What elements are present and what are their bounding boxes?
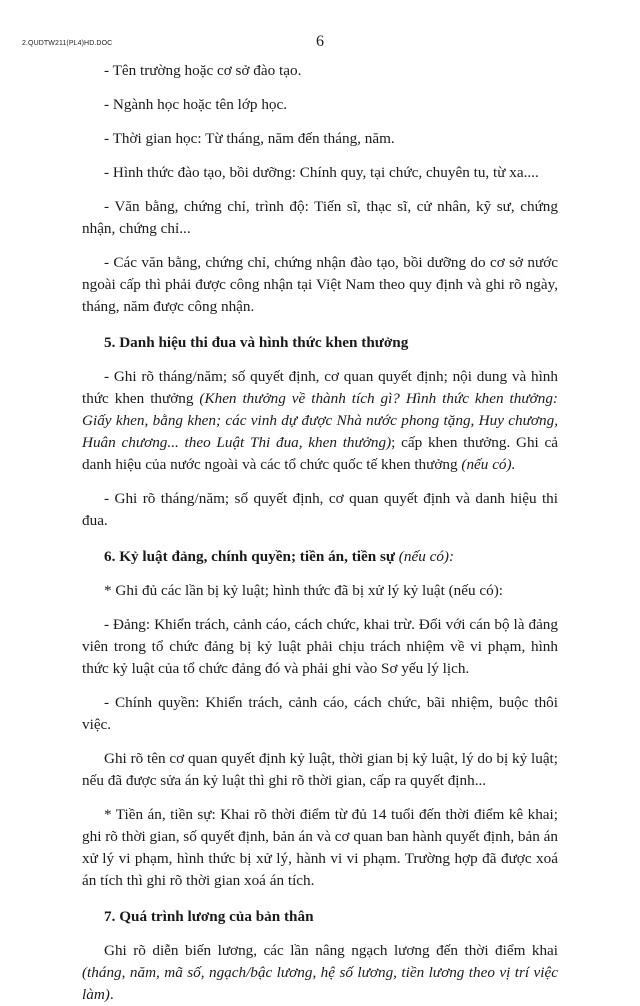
section-7-heading: 7. Quá trình lương của bản thân <box>104 908 314 925</box>
heading-note: (nếu có): <box>398 548 455 565</box>
section-5-heading: 5. Danh hiệu thi đua và hình thức khen thưởng <box>104 334 409 351</box>
text-run: Ghi rõ diễn biến lương, các lần nâng ngạch lương đến thời điểm khai <box>104 942 558 959</box>
list-item-degree: - Văn bằng, chứng chỉ, trình độ: Tiến sĩ, thạc sĩ, cử nhân, kỹ sư, chứng nhận, chứng chỉ... <box>82 198 558 237</box>
list-item-training-form: - Hình thức đào tạo, bồi dưỡng: Chính quy, tại chức, chuyên tu, từ xa.... <box>104 164 539 181</box>
list-item-school: - Tên trường hoặc cơ sở đào tạo. <box>104 62 302 79</box>
section-6-paragraph-1: * Ghi đủ các lần bị kỷ luật; hình thức đã bị xử lý kỷ luật (nếu có): <box>104 582 504 599</box>
page-number: 6 <box>316 33 324 50</box>
list-item-major: - Ngành học hoặc tên lớp học. <box>104 96 288 113</box>
text-run: . <box>109 986 114 1003</box>
section-5-paragraph-2: - Ghi rõ tháng/năm; số quyết định, cơ quan quyết định và danh hiệu thi đua. <box>82 490 558 529</box>
section-6-paragraph-5: * Tiền án, tiền sự: Khai rõ thời điểm từ đủ 14 tuổi đến thời điểm kê khai; ghi rõ thời gian, số quyết định, bản án và cơ quan ban hành quyết định, bản án xử lý vi phạm, hình thức bị xử lý, hành vi vi phạm. Trường hợp đã được xoá án tích thì ghi rõ thời gian xoá án tích. <box>82 806 558 889</box>
section-6-paragraph-3: - Chính quyền: Khiển trách, cảnh cáo, cách chức, bãi nhiệm, buộc thôi việc. <box>82 694 558 733</box>
heading-text: 6. Kỷ luật đảng, chính quyền; tiền án, tiền sự <box>104 548 399 565</box>
section-7-paragraph-1 <box>82 940 558 1006</box>
list-item-foreign-degree: - Các văn bằng, chứng chỉ, chứng nhận đào tạo, bồi dưỡng do cơ sở nước ngoài cấp thì phải được công nhận tại Việt Nam theo quy định và ghi rõ ngày, tháng, năm được công nhận. <box>82 254 558 315</box>
section-6-paragraph-4: Ghi rõ tên cơ quan quyết định kỷ luật, thời gian bị kỷ luật, lý do bị kỷ luật; nếu đã được sửa án kỷ luật thì ghi rõ thời gian, cấp ra quyết định... <box>82 750 558 789</box>
list-item-study-period: - Thời gian học: Từ tháng, năm đến tháng, năm. <box>104 130 395 147</box>
italic-run: (Khen thưởng về thành tích gì? Hình thức khen thưởng: Giấy khen, bằng khen; các vinh dự được Nhà nước phong tặng, Huy chương, Huân chương... theo Luật Thi đua, khen thưởng) <box>82 390 558 451</box>
italic-run: (tháng, năm, mã số, ngạch/bậc lương, hệ số lương, tiền lương theo vị trí việc làm) <box>82 964 558 1003</box>
section-6-heading <box>82 546 558 568</box>
document-body <box>82 60 558 1006</box>
text-run: ; cấp khen thưởng. Ghi cả danh hiệu của nước ngoài và các tổ chức quốc tế khen thưởng <box>82 434 558 473</box>
file-name-label: 2.QUDTW211(PL4)HD.DOC <box>22 40 113 47</box>
text-run: - Ghi rõ tháng/năm; số quyết định, cơ quan quyết định; nội dung và hình thức khen thưởng <box>82 368 558 407</box>
italic-run: (nếu có). <box>461 456 516 473</box>
section-5-paragraph-1 <box>82 366 558 476</box>
section-6-paragraph-2: - Đảng: Khiển trách, cảnh cáo, cách chức, khai trừ. Đối với cán bộ là đảng viên trong tổ chức đảng bị kỷ luật phải chịu trách nhiệm về vi phạm, hình thức kỷ luật của tổ chức đảng đó và phải ghi vào Sơ yếu lý lịch. <box>82 616 558 677</box>
